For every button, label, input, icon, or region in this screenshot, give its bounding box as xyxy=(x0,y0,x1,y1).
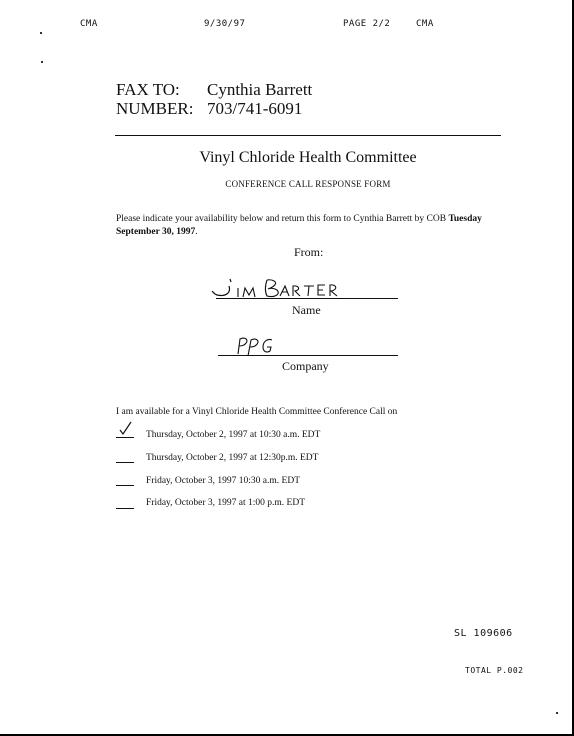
header-divider xyxy=(115,135,501,136)
option-1-blank[interactable] xyxy=(116,437,134,438)
option-2-blank[interactable] xyxy=(116,462,134,463)
committee-title: Vinyl Chloride Health Committee xyxy=(199,149,417,166)
header-date: 9/30/97 xyxy=(204,19,246,29)
checkmark-icon xyxy=(116,421,136,437)
form-subtitle: CONFERENCE CALL RESPONSE FORM xyxy=(225,179,391,189)
instructions-deadline: Tuesday September 30, 1997 xyxy=(116,214,482,237)
scan-speck xyxy=(41,61,43,63)
option-2-label: Thursday, October 2, 1997 at 12:30p.m. EDT xyxy=(146,453,319,463)
document-id: SL 109606 xyxy=(454,628,513,639)
instructions-text: Please indicate your availability below and return this form to Cynthia Barrett by COB xyxy=(116,214,449,224)
availability-prompt: I am available for a Vinyl Chloride Health Committee Conference Call on xyxy=(116,407,398,417)
header-sender-right: CMA xyxy=(416,19,434,29)
scan-speck xyxy=(40,32,42,34)
name-signature-line xyxy=(216,298,398,299)
instructions-end: . xyxy=(195,227,198,237)
total-pages: TOTAL P.002 xyxy=(465,666,524,675)
from-label: From: xyxy=(294,245,324,259)
company-signature-line xyxy=(218,355,398,356)
option-1-label: Thursday, October 2, 1997 at 10:30 a.m. EDT xyxy=(146,430,321,440)
option-3-label: Friday, October 3, 1997 10:30 a.m. EDT xyxy=(146,476,300,486)
option-4-blank[interactable] xyxy=(116,508,134,509)
fax-number-value: 703/741-6091 xyxy=(207,99,303,118)
fax-to-value: Cynthia Barrett xyxy=(207,80,313,99)
company-label: Company xyxy=(282,359,329,373)
fax-number-label: NUMBER: xyxy=(116,99,194,118)
scan-speck xyxy=(556,712,558,714)
header-page-number: PAGE 2/2 xyxy=(343,19,391,29)
header-sender-left: CMA xyxy=(80,19,98,29)
fax-to-label: FAX TO: xyxy=(116,80,180,99)
name-label: Name xyxy=(292,303,321,317)
option-3-blank[interactable] xyxy=(116,485,134,486)
instructions-paragraph xyxy=(116,213,488,239)
option-4-label: Friday, October 3, 1997 at 1:00 p.m. EDT xyxy=(146,498,306,508)
